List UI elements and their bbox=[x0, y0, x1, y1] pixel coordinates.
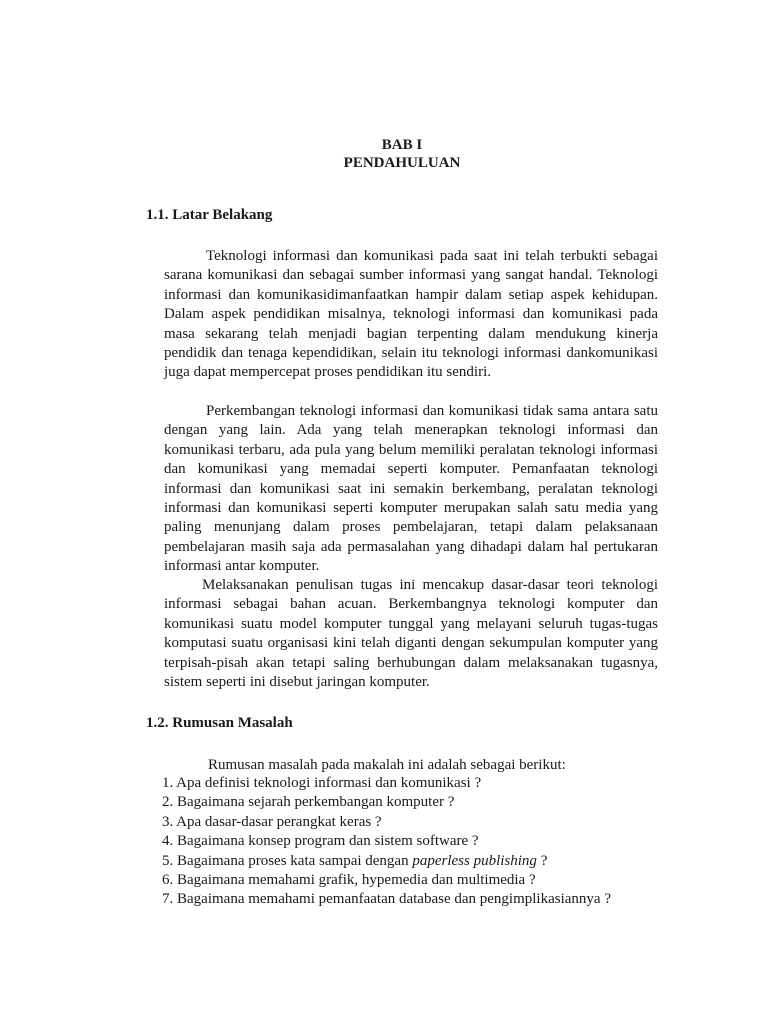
list-item bbox=[162, 852, 611, 871]
list-item-suffix: ? bbox=[536, 852, 548, 869]
list-item: 2. Bagaimana sejarah perkembangan komputer ? bbox=[162, 794, 455, 811]
paragraph-2: Perkembangan teknologi informasi dan komunikasi tidak sama antara satu dengan yang lain. Ada yang telah menerapkan teknologi informasi dan komunikasi terbaru, ada pula yang belum memiliki peralatan teknologi informasi dan komunikasi yang memadai seperti komputer. Pemanfaatan teknologi informasi dan komunikasi saat ini semakin berkembang, peralatan teknologi informasi dan komunikasi seperti komputer merupakan salah satu media yang paling menunjang dalam proses pembelajaran, tetapi dalam pelaksanaan pembelajaran masih saja ada permasalahan yang dihadapi dalam hal pertukaran informasi antar komputer. bbox=[164, 403, 658, 575]
paragraph-3: Melaksanakan penulisan tugas ini mencakup dasar-dasar teori teknologi informasi sebagai bahan acuan. Berkembangnya teknologi komputer dan komunikasi suatu model komputer tunggal yang melayani seluruh tugas-tugas komputasi suatu organisasi kini telah diganti dengan sekumpulan komputer yang terpisah-pisah akan tetapi saling berhubungan dalam melaksanakan tugasnya, sistem seperti ini disebut jaringan komputer. bbox=[164, 577, 658, 691]
list-intro: Rumusan masalah pada makalah ini adalah sebagai berikut: bbox=[208, 757, 566, 773]
section-heading-latar-belakang: 1.1. Latar Belakang bbox=[146, 207, 273, 223]
list-item-italic: paperless publishing bbox=[412, 852, 537, 869]
chapter-header bbox=[0, 136, 768, 172]
section-heading-rumusan-masalah: 1.2. Rumusan Masalah bbox=[146, 715, 293, 731]
list-item-text: 5. Bagaimana proses kata sampai dengan bbox=[162, 852, 413, 869]
list-item: 7. Bagaimana memahami pemanfaatan database dan pengimplikasiannya ? bbox=[162, 891, 611, 908]
list-item: 6. Bagaimana memahami grafik, hypemedia dan multimedia ? bbox=[162, 872, 536, 889]
chapter-number: BAB I bbox=[381, 137, 423, 153]
chapter-title: PENDAHULUAN bbox=[343, 155, 461, 171]
list-item: 3. Apa dasar-dasar perangkat keras ? bbox=[162, 813, 382, 830]
list-item: 1. Apa definisi teknologi informasi dan komunikasi ? bbox=[162, 775, 482, 791]
list-item: 4. Bagaimana konsep program dan sistem software ? bbox=[162, 833, 479, 850]
paragraph-1: Teknologi informasi dan komunikasi pada saat ini telah terbukti sebagai sarana komunikasi dan sebagai sumber informasi yang sangat handal. Teknologi informasi dan komunikasidimanfaatkan hampir dalam setiap aspek kehidupan. Dalam aspek pendidikan misalnya, teknologi informasi dan komunikasi pada masa sekarang telah menjadi bagian terpenting dalam mendukung kinerja pendidik dan tenaga kependidikan, selain itu teknologi informasi dankomunikasi juga dapat mempercepat proses pendidikan itu sendiri. bbox=[164, 248, 658, 381]
problem-list bbox=[162, 774, 611, 910]
